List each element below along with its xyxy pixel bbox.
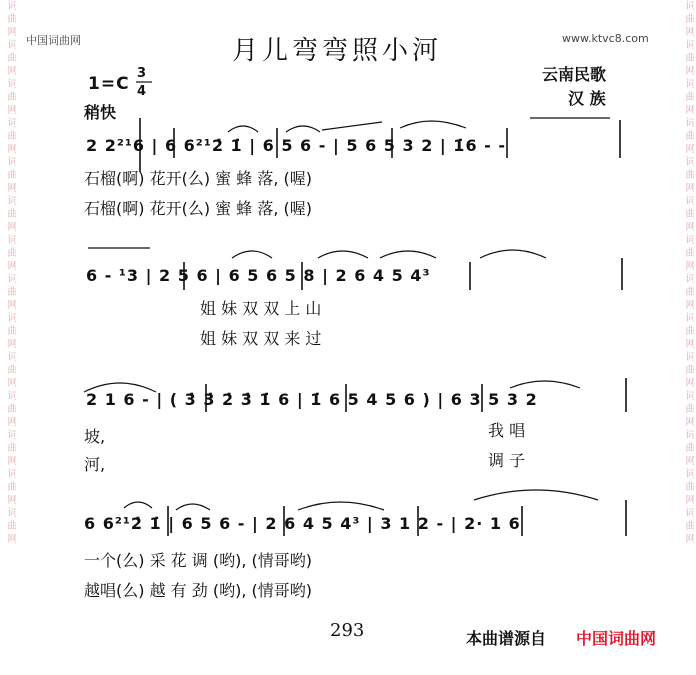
page-number: 293 [330,620,365,641]
notes-row-4: 6 6²¹2̇ 1̇ | 6 5 6 - | 2 6 4 5 4³ | 3 1 2 - | 2· 1 6 [84,514,521,533]
tie-line [322,122,382,130]
notes-row-1: 2 2²¹6 | 6 6²¹2̇ 1̇ | 6 5 6 - | 5 6 5 3 2 | 1̇6 - - [86,136,506,155]
lyrics-row-3-verse-2-end: 调 子 [488,451,526,470]
song-title: 月儿弯弯照小河 [232,36,443,66]
lyrics-row-2-verse-1: 姐 妹 双 双 上 山 [200,299,322,318]
source-site-link[interactable]: 中国词曲网 [576,629,657,648]
watermark-top-right: www.ktvc8.com [562,32,649,45]
slur [124,502,152,508]
lyrics-row-4-verse-1: 一个(么) 采 花 调 (哟), (情哥哟) [84,551,312,570]
side-watermark-right: 词曲网词曲网词曲网词曲网词曲网词曲网词曲网词曲网词曲网词曲网词曲网词曲网词曲网词曲网 [683,0,694,546]
slur [510,381,580,388]
source-label: 本曲谱源自 [466,629,547,648]
slur [474,490,598,500]
tempo-marking: 稍快 [84,103,117,122]
side-watermark-left: 词曲网词曲网词曲网词曲网词曲网词曲网词曲网词曲网词曲网词曲网词曲网词曲网词曲网词曲网 [5,0,16,546]
slur [286,126,320,132]
key-signature: 1=C [88,74,130,94]
slur [318,251,368,258]
watermark-top-left: 中国词曲网 [26,34,81,47]
slur [298,502,384,510]
lyrics-row-2-verse-2: 姐 妹 双 双 来 过 [200,329,322,348]
slur [380,251,436,258]
time-sig-denominator: 4 [137,84,148,99]
lyrics-row-1-verse-1: 石榴(啊) 花开(么) 蜜 蜂 落, (喔) [84,169,312,188]
lyrics-row-3-verse-1: 坡, [84,427,106,446]
song-origin: 云南民歌 [542,65,607,84]
lyrics-row-3-verse-2: 河, [84,455,106,474]
slur [176,504,210,510]
lyrics-row-1-verse-2: 石榴(啊) 花开(么) 蜜 蜂 落, (喔) [84,199,312,218]
slur [232,251,272,258]
lyrics-row-3-verse-1-end: 我 唱 [488,421,526,440]
notes-row-2: 6 - ¹3 | 2 5 6 | 6 5 6 5 8 | 2 6 4 5 4³ [86,266,431,285]
lyrics-row-4-verse-2: 越唱(么) 越 有 劲 (哟), (情哥哟) [84,581,312,600]
time-sig-numerator: 3 [137,66,148,81]
ethnicity: 汉 族 [568,89,606,108]
notes-row-3: 2 1 6 - | ( 3̇ 3̇ 2̇ 3̇ 1̇ 6 | 1̇ 6 5 4 5 6 ) | 6 3 5 3 2 [86,390,538,409]
slur [400,121,466,128]
slur [228,126,258,132]
slur [480,250,546,258]
